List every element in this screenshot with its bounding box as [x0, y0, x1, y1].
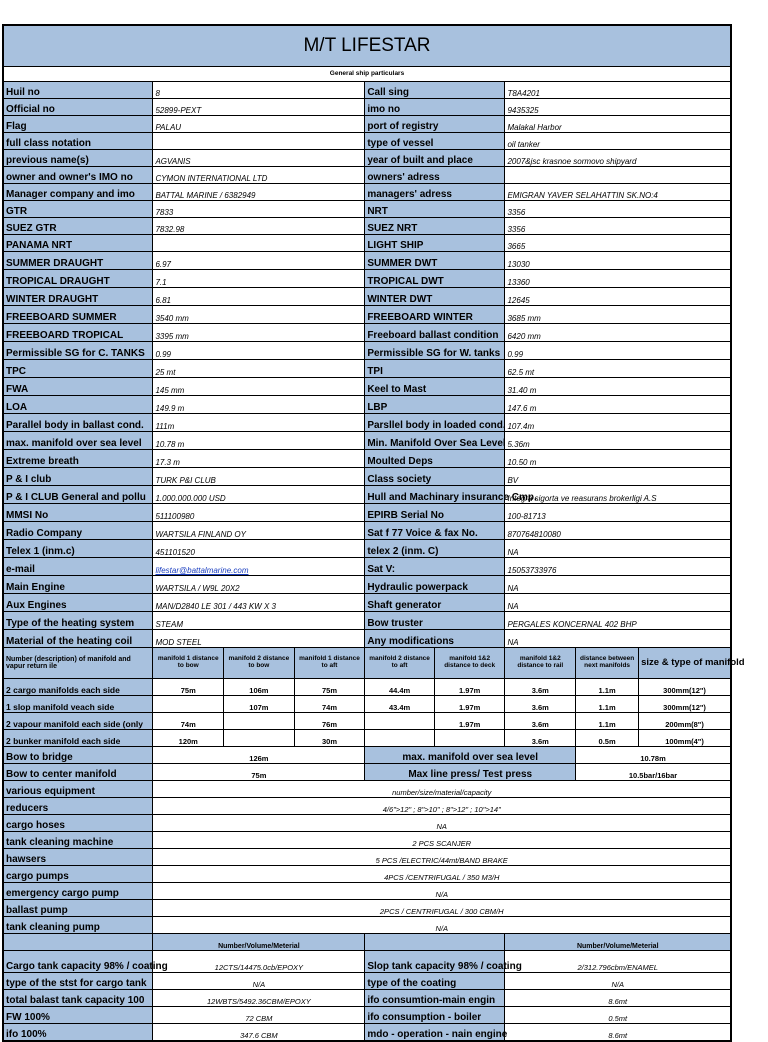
field-value: 13030: [505, 252, 731, 270]
field-label: Sat f 77 Voice & fax No.: [365, 522, 505, 540]
manifold-cell: 1.1m: [576, 696, 639, 713]
equipment-value: N/A: [153, 883, 731, 900]
field-value: 72 CBM: [153, 1007, 365, 1024]
table-row: [3, 832, 731, 849]
field-value: 511100980: [153, 504, 365, 522]
manifold-header-cell: Number (description) of manifold and vapur return ile: [3, 648, 153, 679]
equipment-value: 2PCS / CENTRIFUGAL / 300 CBM/H: [153, 900, 731, 917]
field-label: FREEBOARD TROPICAL: [3, 324, 153, 342]
table-row: [3, 764, 731, 781]
field-value: MOD STEEL: [153, 630, 365, 648]
field-label: max. manifold over sea level: [3, 432, 153, 450]
field-value: 149.9 m: [153, 396, 365, 414]
table-row: [3, 201, 731, 218]
field-value: 6.97: [153, 252, 365, 270]
manifold-cell: 120m: [153, 730, 224, 747]
field-label: GTR: [3, 201, 153, 218]
field-label: Parallel body in ballast cond.: [3, 414, 153, 432]
field-value: 12WBTS/5492.36CBM/EPOXY: [153, 990, 365, 1007]
page-title: M/T LIFESTAR: [3, 25, 731, 67]
manifold-cell: [153, 696, 224, 713]
field-label: Bow to center manifold: [3, 764, 153, 781]
field-value: 3356: [505, 201, 731, 218]
table-row: [3, 594, 731, 612]
field-label: SUEZ GTR: [3, 218, 153, 235]
manifold-cell: 300mm(12"): [639, 679, 731, 696]
field-value: 8.6mt: [505, 990, 731, 1007]
equipment-label: emergency cargo pump: [3, 883, 153, 900]
field-label: Aux Engines: [3, 594, 153, 612]
table-row: [3, 883, 731, 900]
field-label: mdo - operation - nain engine: [365, 1024, 505, 1042]
table-row: [3, 150, 731, 167]
field-label: FW 100%: [3, 1007, 153, 1024]
field-value: 31.40 m: [505, 378, 731, 396]
field-value: NA: [505, 540, 731, 558]
equipment-label: various equipment: [3, 781, 153, 798]
field-label: Type of the heating system: [3, 612, 153, 630]
field-label: max. manifold over sea level: [365, 747, 576, 764]
field-label: TROPICAL DRAUGHT: [3, 270, 153, 288]
table-row: [3, 504, 731, 522]
manifold-label: 1 slop manifold veach side: [3, 696, 153, 713]
field-value: NA: [505, 630, 731, 648]
table-row: [3, 951, 731, 973]
field-label: Cargo tank capacity 98% / coating: [3, 951, 153, 973]
field-value: 107.4m: [505, 414, 731, 432]
manifold-label: 2 bunker manifold each side: [3, 730, 153, 747]
table-row: [3, 99, 731, 116]
field-value: EMIGRAN YAVER SELAHATTIN SK.NO:4: [505, 184, 731, 201]
table-row: [3, 252, 731, 270]
equipment-value: NA: [153, 815, 731, 832]
field-value: 0.99: [505, 342, 731, 360]
field-value: BV: [505, 468, 731, 486]
table-row: [3, 866, 731, 883]
field-value: 111m: [153, 414, 365, 432]
field-value: 0.99: [153, 342, 365, 360]
table-row: [3, 486, 731, 504]
manifold-header-cell: manifold 2 distance to bow: [224, 648, 295, 679]
table-row: [3, 730, 731, 747]
manifold-cell: 44.4m: [365, 679, 435, 696]
table-row: [3, 679, 731, 696]
field-value: [505, 167, 731, 184]
equipment-value: N/A: [153, 917, 731, 934]
manifold-label: 2 vapour manifold each side (only: [3, 713, 153, 730]
field-label: ifo consumption - boiler: [365, 1007, 505, 1024]
manifold-cell: 1.97m: [434, 679, 505, 696]
table-row: [3, 235, 731, 252]
field-value: 10.78 m: [153, 432, 365, 450]
field-label: owner and owner's IMO no: [3, 167, 153, 184]
table-row: [3, 1007, 731, 1024]
table-row: [3, 450, 731, 468]
manifold-cell: 1.97m: [434, 696, 505, 713]
manifold-header-cell: distance between next manifolds: [576, 648, 639, 679]
field-label: type of vessel: [365, 133, 505, 150]
email-link[interactable]: lifestar@battalmarine.com: [155, 565, 249, 575]
table-row: [3, 468, 731, 486]
field-value: PALAU: [153, 116, 365, 133]
field-label: LIGHT SHIP: [365, 235, 505, 252]
field-label: telex 2 (inm. C): [365, 540, 505, 558]
table-row: [3, 849, 731, 866]
field-label: Slop tank capacity 98% / coating: [365, 951, 505, 973]
manifold-header-cell: manifold 2 distance to aft: [365, 648, 435, 679]
field-value: 147.6 m: [505, 396, 731, 414]
table-row: [3, 324, 731, 342]
field-value: 1.000.000.000 USD: [153, 486, 365, 504]
table-row: [3, 167, 731, 184]
field-label: full class notation: [3, 133, 153, 150]
table-row: [3, 558, 731, 576]
manifold-label: 2 cargo manifolds each side: [3, 679, 153, 696]
table-row: [3, 934, 731, 951]
manifold-cell: 3.6m: [505, 713, 576, 730]
field-label: FREEBOARD WINTER: [365, 306, 505, 324]
field-label: EPIRB Serial No: [365, 504, 505, 522]
manifold-cell: [365, 730, 435, 747]
field-value: [153, 558, 365, 576]
table-row: [3, 414, 731, 432]
field-label: P & I club: [3, 468, 153, 486]
field-label: LOA: [3, 396, 153, 414]
table-row: [3, 917, 731, 934]
field-value: [153, 235, 365, 252]
field-label: Any modifications: [365, 630, 505, 648]
equipment-value: 5 PCS /ELECTRIC/44mt/BAND BRAKE: [153, 849, 731, 866]
table-row: [3, 648, 731, 679]
table-row: [3, 396, 731, 414]
field-label: e-mail: [3, 558, 153, 576]
field-value: [153, 133, 365, 150]
field-label: ifo consumtion-main engin: [365, 990, 505, 1007]
field-value: 3685 mm: [505, 306, 731, 324]
field-label: Bow truster: [365, 612, 505, 630]
field-value: N/A: [505, 973, 731, 990]
equipment-value: 4PCS /CENTRIFUGAL / 350 M3/H: [153, 866, 731, 883]
table-row: [3, 306, 731, 324]
field-label: Max line press/ Test press: [365, 764, 576, 781]
field-label: SUEZ NRT: [365, 218, 505, 235]
field-label: MMSI No: [3, 504, 153, 522]
field-value: T8A4201: [505, 82, 731, 99]
manifold-cell: 76m: [294, 713, 365, 730]
field-value: TURK P&I CLUB: [153, 468, 365, 486]
manifold-cell: 75m: [153, 679, 224, 696]
field-value: 7.1: [153, 270, 365, 288]
field-label: Huil no: [3, 82, 153, 99]
field-label: Hull and Machinary insurance Cmp.: [365, 486, 505, 504]
field-value: 451101520: [153, 540, 365, 558]
field-label: Keel to Mast: [365, 378, 505, 396]
manifold-cell: [224, 713, 295, 730]
table-row: [3, 270, 731, 288]
manifold-cell: 1.1m: [576, 679, 639, 696]
table-row: [3, 973, 731, 990]
field-label: TROPICAL DWT: [365, 270, 505, 288]
field-label: Permissible SG for W. tanks: [365, 342, 505, 360]
field-value: 15053733976: [505, 558, 731, 576]
manifold-cell: [434, 730, 505, 747]
table-row: [3, 133, 731, 150]
field-value: 10.5bar/16bar: [576, 764, 731, 781]
field-label: FREEBOARD SUMMER: [3, 306, 153, 324]
field-label: Manager company and imo: [3, 184, 153, 201]
field-value: NA: [505, 576, 731, 594]
table-row: [3, 576, 731, 594]
table-row: [3, 798, 731, 815]
field-label: Freeboard ballast condition: [365, 324, 505, 342]
field-label: managers' adress: [365, 184, 505, 201]
manifold-cell: 3.6m: [505, 679, 576, 696]
field-value: 6420 mm: [505, 324, 731, 342]
manifold-cell: 30m: [294, 730, 365, 747]
field-label: Parsllel body in loaded cond.: [365, 414, 505, 432]
table-row: [3, 218, 731, 235]
field-value: 10.78m: [576, 747, 731, 764]
field-label: SUMMER DRAUGHT: [3, 252, 153, 270]
field-value: 17.3 m: [153, 450, 365, 468]
table-row: [3, 630, 731, 648]
field-label: total balast tank capacity 100: [3, 990, 153, 1007]
table-row: [3, 432, 731, 450]
field-value: CYMON INTERNATIONAL LTD: [153, 167, 365, 184]
field-value: BATTAL MARINE / 6382949: [153, 184, 365, 201]
field-label: Sat V:: [365, 558, 505, 576]
field-value: 5.36m: [505, 432, 731, 450]
field-value: 347.6 CBM: [153, 1024, 365, 1042]
ship-particulars-sheet: [2, 24, 745, 1042]
field-label: SUMMER DWT: [365, 252, 505, 270]
table-row: [3, 1024, 731, 1042]
table-row: [3, 747, 731, 764]
field-value: 3665: [505, 235, 731, 252]
equipment-value: 4/6">12" ; 8">10" ; 8">12" ; 10">14": [153, 798, 731, 815]
field-label: PANAMA NRT: [3, 235, 153, 252]
field-label: Radio Company: [3, 522, 153, 540]
field-label: Flag: [3, 116, 153, 133]
table-row: [3, 116, 731, 133]
field-label: type of the stst for cargo tank: [3, 973, 153, 990]
manifold-header-cell: size & type of manifold: [639, 648, 731, 679]
field-label: Main Engine: [3, 576, 153, 594]
field-value: NA: [505, 594, 731, 612]
field-value: 2/312.796cbm/ENAMEL: [505, 951, 731, 973]
field-value: PERGALES KONCERNAL 402 BHP: [505, 612, 731, 630]
field-value: 0.5mt: [505, 1007, 731, 1024]
field-label: Moulted Deps: [365, 450, 505, 468]
manifold-cell: 106m: [224, 679, 295, 696]
manifold-header-cell: manifold 1 distance to bow: [153, 648, 224, 679]
field-value: 3395 mm: [153, 324, 365, 342]
field-value: 9435325: [505, 99, 731, 116]
manifold-cell: 1.97m: [434, 713, 505, 730]
field-label: ifo 100%: [3, 1024, 153, 1042]
table-row: [3, 540, 731, 558]
manifold-header-cell: manifold 1 distance to aft: [294, 648, 365, 679]
field-label: Telex 1 (inm.c): [3, 540, 153, 558]
field-value: 8: [153, 82, 365, 99]
field-value: 7833: [153, 201, 365, 218]
manifold-cell: 74m: [153, 713, 224, 730]
field-label: FWA: [3, 378, 153, 396]
field-label: Min. Manifold Over Sea Level: [365, 432, 505, 450]
manifold-cell: 1.1m: [576, 713, 639, 730]
table-row: [3, 900, 731, 917]
blank-cell: [3, 934, 153, 951]
field-label: TPI: [365, 360, 505, 378]
field-value: 126m: [153, 747, 365, 764]
table-row: [3, 815, 731, 832]
field-value: STEAM: [153, 612, 365, 630]
table-row: [3, 342, 731, 360]
field-value: 145 mm: [153, 378, 365, 396]
manifold-cell: 74m: [294, 696, 365, 713]
field-value: 3356: [505, 218, 731, 235]
field-value: 7832.98: [153, 218, 365, 235]
manifold-cell: 3.6m: [505, 696, 576, 713]
table-row: [3, 696, 731, 713]
table-row: [3, 990, 731, 1007]
table-row: [3, 360, 731, 378]
manifold-cell: 3.6m: [505, 730, 576, 747]
field-value: 12CTS/14475.0cb/EPOXY: [153, 951, 365, 973]
manifold-cell: [365, 713, 435, 730]
manifold-cell: 75m: [294, 679, 365, 696]
section-subtitle: General ship particulars: [3, 67, 731, 82]
field-label: owners' adress: [365, 167, 505, 184]
equipment-value: 2 PCS SCANJER: [153, 832, 731, 849]
manifold-cell: 43.4m: [365, 696, 435, 713]
field-value: 25 mt: [153, 360, 365, 378]
table-row: [3, 184, 731, 201]
field-label: NRT: [365, 201, 505, 218]
capacity-column-header: Number/Volume/Meterial: [505, 934, 731, 951]
field-value: Integra sigorta ve reasurans brokerligi A.S: [505, 486, 731, 504]
manifold-cell: [224, 730, 295, 747]
manifold-cell: 200mm(8"): [639, 713, 731, 730]
field-label: Extreme breath: [3, 450, 153, 468]
field-label: P & I CLUB General and pollu: [3, 486, 153, 504]
field-value: 6.81: [153, 288, 365, 306]
field-label: imo no: [365, 99, 505, 116]
field-value: MAN/D2840 LE 301 / 443 KW X 3: [153, 594, 365, 612]
field-label: port of registry: [365, 116, 505, 133]
field-value: 870764810080: [505, 522, 731, 540]
table-row: [3, 82, 731, 99]
field-value: WARTSILA / W9L 20X2: [153, 576, 365, 594]
table-row: [3, 612, 731, 630]
table-row: [3, 378, 731, 396]
field-value: AGVANIS: [153, 150, 365, 167]
field-value: 75m: [153, 764, 365, 781]
field-value: 52899-PEXT: [153, 99, 365, 116]
field-label: Bow to bridge: [3, 747, 153, 764]
equipment-value: number/size/material/capacity: [153, 781, 731, 798]
table-row: [3, 713, 731, 730]
field-label: Call sing: [365, 82, 505, 99]
manifold-header-cell: manifold 1&2 distance to rail: [505, 648, 576, 679]
field-value: N/A: [153, 973, 365, 990]
equipment-label: tank cleaning machine: [3, 832, 153, 849]
field-label: TPC: [3, 360, 153, 378]
field-label: Hydraulic powerpack: [365, 576, 505, 594]
field-label: previous name(s): [3, 150, 153, 167]
field-label: Material of the heating coil: [3, 630, 153, 648]
field-value: 10.50 m: [505, 450, 731, 468]
equipment-label: reducers: [3, 798, 153, 815]
capacity-column-header: Number/Volume/Meterial: [153, 934, 365, 951]
field-value: Malakal Harbor: [505, 116, 731, 133]
field-value: oil tanker: [505, 133, 731, 150]
field-value: 100-81713: [505, 504, 731, 522]
field-value: 12645: [505, 288, 731, 306]
table-row: [3, 781, 731, 798]
field-label: Permissible SG for C. TANKS: [3, 342, 153, 360]
field-value: 2007&jsc krasnoe sormovo shipyard: [505, 150, 731, 167]
blank-cell: [365, 934, 505, 951]
field-label: Shaft generator: [365, 594, 505, 612]
equipment-label: tank cleaning pump: [3, 917, 153, 934]
field-label: type of the coating: [365, 973, 505, 990]
field-label: LBP: [365, 396, 505, 414]
field-label: year of built and place: [365, 150, 505, 167]
equipment-label: cargo pumps: [3, 866, 153, 883]
manifold-cell: 300mm(12"): [639, 696, 731, 713]
field-label: WINTER DRAUGHT: [3, 288, 153, 306]
manifold-cell: 0.5m: [576, 730, 639, 747]
field-value: WARTSILA FINLAND OY: [153, 522, 365, 540]
field-value: 62.5 mt: [505, 360, 731, 378]
field-label: WINTER DWT: [365, 288, 505, 306]
equipment-label: hawsers: [3, 849, 153, 866]
equipment-label: ballast pump: [3, 900, 153, 917]
field-label: Class society: [365, 468, 505, 486]
manifold-header-cell: manifold 1&2 distance to deck: [434, 648, 505, 679]
field-value: 8.6mt: [505, 1024, 731, 1042]
field-value: 13360: [505, 270, 731, 288]
table-row: [3, 288, 731, 306]
manifold-cell: 100mm(4"): [639, 730, 731, 747]
equipment-label: cargo hoses: [3, 815, 153, 832]
manifold-cell: 107m: [224, 696, 295, 713]
field-value: 3540 mm: [153, 306, 365, 324]
field-label: Official no: [3, 99, 153, 116]
table-row: [3, 522, 731, 540]
